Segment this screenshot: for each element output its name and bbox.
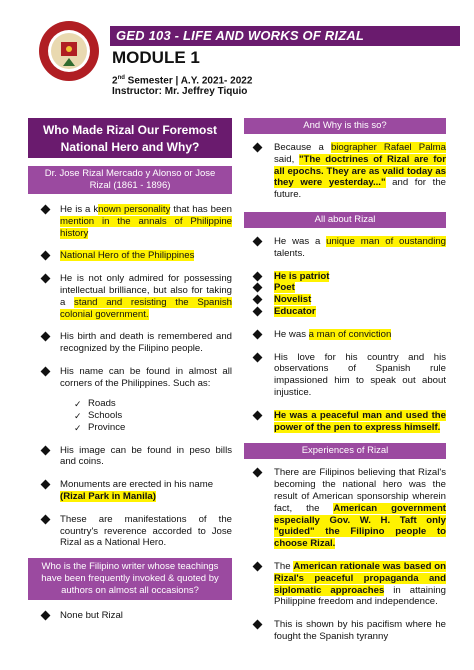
semester-line: 2nd Semester | A.Y. 2021- 2022: [112, 75, 253, 87]
list-item: He is patriot: [244, 271, 446, 283]
right-column: [244, 118, 446, 643]
question-subheading: Who is the Filipino writer whose teachings have been frequently invoked & quoted by authors on almost all occasions?: [28, 558, 232, 600]
list-item: Novelist: [244, 294, 446, 306]
diamond-bullet-icon: [253, 307, 263, 317]
check-icon: ✓: [74, 410, 82, 421]
list-item: Poet: [244, 282, 446, 294]
diamond-bullet-icon: [41, 205, 51, 215]
checklist: [28, 398, 232, 434]
section-heading-national-hero: Who Made Rizal Our Foremost National Hero and Why?: [28, 118, 232, 158]
list-item: His love for his country and his observations of Spanish rule impassioned him to speak out about injustice.: [244, 352, 446, 399]
about-subheading: All about Rizal: [244, 212, 446, 228]
university-seal-logo: [38, 20, 100, 82]
rizal-name-subheading: Dr. Jose Rizal Mercado y Alonso or Jose Rizal (1861 - 1896): [28, 166, 232, 194]
instructor-line: Instructor: Mr. Jeffrey Tiquio: [112, 86, 248, 97]
course-title-banner: GED 103 - LIFE AND WORKS OF RIZAL: [110, 26, 460, 46]
list-item: National Hero of the Philippines: [28, 250, 232, 262]
check-icon: ✓: [74, 398, 82, 409]
checklist-item: ✓ Roads: [74, 397, 116, 409]
list-item: Monuments are erected in his name (Rizal Park in Manila): [28, 479, 232, 503]
diamond-bullet-icon: [41, 251, 51, 261]
list-item: The American rationale was based on Rizal's peaceful propaganda and siplomatic approaches in attaining Philippine freedom and independence.: [244, 561, 446, 608]
list-item: Because a biographer Rafael Palma said, "The doctrines of Rizal are for all epochs. They are as valid today as they were yesterday..." and for the future.: [244, 142, 446, 201]
list-item: He was a man of conviction: [244, 329, 446, 341]
diamond-bullet-icon: [41, 367, 51, 377]
list-item: His image can be found in peso bills and coins.: [28, 445, 232, 469]
list-item: There are Filipinos believing that Rizal's becoming the national hero was the result of American sponsorship wherein fact, the American government especially Gov. W. H. Taft only "guided" the Filipino people to choose Rizal.: [244, 467, 446, 550]
experiences-subheading: Experiences of Rizal: [244, 443, 446, 459]
diamond-bullet-icon: [41, 445, 51, 455]
diamond-bullet-icon: [253, 143, 263, 153]
list-item: His name can be found in almost all corners of the Philippines. Such as:: [28, 366, 232, 390]
diamond-bullet-icon: [253, 410, 263, 420]
check-icon: ✓: [74, 422, 82, 433]
why-subheading: And Why is this so?: [244, 118, 446, 134]
diamond-bullet-icon: [253, 271, 263, 281]
module-title: MODULE 1: [112, 48, 200, 67]
diamond-bullet-icon: [41, 274, 51, 284]
left-column: [28, 118, 232, 622]
diamond-bullet-icon: [253, 620, 263, 630]
list-item: Educator: [244, 306, 446, 318]
checklist-item: ✓ Province: [74, 421, 126, 433]
list-item: He is not only admired for possessing intellectual brilliance, but also for taking a stand and resisting the Spanish colonial government.: [28, 273, 232, 320]
list-item: This is shown by his pacifism where he fought the Spanish tyranny: [244, 619, 446, 643]
diamond-bullet-icon: [253, 352, 263, 362]
diamond-bullet-icon: [41, 611, 51, 621]
diamond-bullet-icon: [253, 283, 263, 293]
diamond-bullet-icon: [41, 332, 51, 342]
diamond-bullet-icon: [253, 237, 263, 247]
diamond-bullet-icon: [253, 468, 263, 478]
diamond-bullet-icon: [253, 295, 263, 305]
diamond-bullet-icon: [253, 329, 263, 339]
list-item: None but Rizal: [28, 610, 232, 622]
diamond-bullet-icon: [253, 561, 263, 571]
list-item: He was a unique man of oustanding talents.: [244, 236, 446, 260]
list-item: These are manifestations of the country's reverence accorded to Jose Rizal as a National Hero.: [28, 514, 232, 549]
list-item: He was a peaceful man and used the power of the pen to express himself.: [244, 410, 446, 434]
list-item: He is a known personality that has been mention in the annals of Philippine history: [28, 204, 232, 239]
diamond-bullet-icon: [41, 514, 51, 524]
list-item: His birth and death is remembered and recognized by the Filipino people.: [28, 331, 232, 355]
checklist-item: ✓ Schools: [74, 409, 123, 421]
diamond-bullet-icon: [41, 480, 51, 490]
